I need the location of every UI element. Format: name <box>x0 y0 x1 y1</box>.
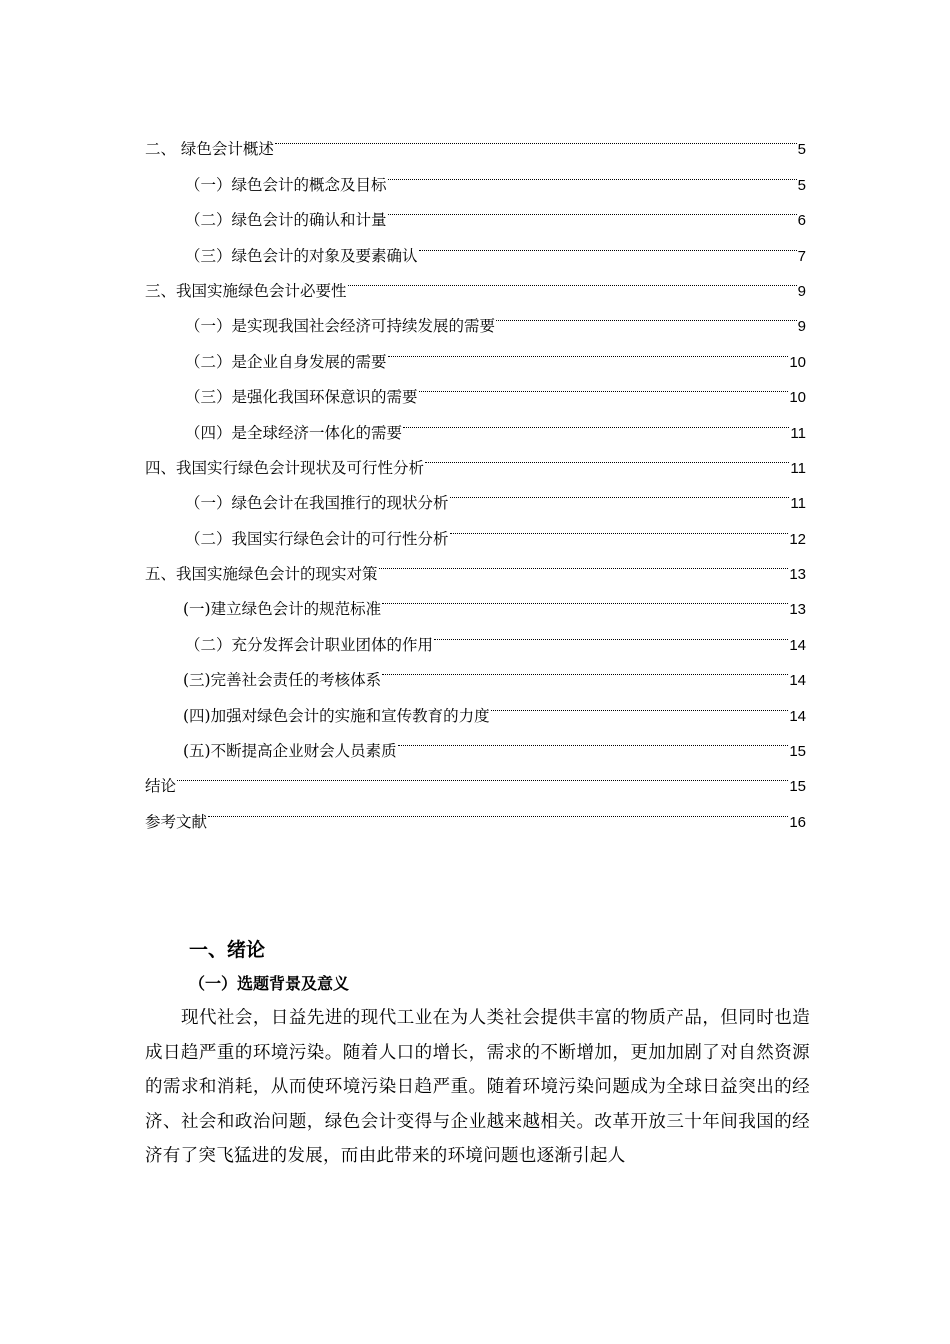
table-of-contents <box>145 119 806 831</box>
toc-entry-page: 10 <box>789 389 806 407</box>
toc-entry-title: (四)加强对绿色会计的实施和宣传教育的力度 <box>183 706 490 725</box>
toc-entry-title: (五)不断提高企业财会人员素质 <box>183 742 397 761</box>
toc-dot-leader <box>491 685 789 720</box>
toc-entry-page: 13 <box>789 566 806 584</box>
toc-entry-page: 14 <box>789 636 806 654</box>
toc-entry-title: （三）是强化我国环保意识的需要 <box>185 388 418 407</box>
toc-entry-page: 11 <box>790 495 806 513</box>
toc-entry[interactable] <box>145 119 806 159</box>
toc-entry-title: 结论 <box>145 777 177 796</box>
toc-dot-leader <box>208 791 788 826</box>
toc-entry-page: 10 <box>789 353 806 371</box>
toc-entry[interactable] <box>145 756 806 796</box>
toc-entry-page: 15 <box>789 778 806 796</box>
toc-dot-leader <box>388 154 797 189</box>
toc-entry-page: 5 <box>797 141 806 159</box>
toc-dot-leader <box>348 261 797 296</box>
toc-entry-page: 11 <box>790 424 806 442</box>
toc-dot-leader <box>450 473 790 508</box>
toc-entry-page: 16 <box>789 813 806 831</box>
toc-dot-leader <box>382 579 788 614</box>
toc-dot-leader <box>403 402 789 437</box>
toc-entry-title: （二）充分发挥会计职业团体的作用 <box>185 635 434 654</box>
toc-entry-title: （二）绿色会计的确认和计量 <box>185 211 387 230</box>
toc-entry-page: 12 <box>789 530 806 548</box>
toc-dot-leader <box>398 721 789 756</box>
section-subheading: （一）选题背景及意义 <box>189 974 350 993</box>
toc-dot-leader <box>388 331 789 366</box>
toc-entry-title: 四、我国实行绿色会计现状及可行性分析 <box>145 458 425 477</box>
toc-entry-title: （一）绿色会计在我国推行的现状分析 <box>185 494 449 513</box>
toc-entry-page: 7 <box>797 247 806 265</box>
toc-entry-title: （二）是企业自身发展的需要 <box>185 352 387 371</box>
toc-entry-title: (三)完善社会责任的考核体系 <box>183 671 382 690</box>
section-heading: 一、绪论 <box>189 939 266 961</box>
toc-entry-page: 6 <box>797 212 806 230</box>
toc-entry-title: (一)建立绿色会计的规范标准 <box>183 600 382 619</box>
toc-dot-leader <box>496 296 797 331</box>
section-introduction <box>145 933 810 1174</box>
toc-entry[interactable] <box>145 791 806 831</box>
toc-entry-page: 14 <box>789 707 806 725</box>
toc-entry-title: （一）绿色会计的概念及目标 <box>185 175 387 194</box>
toc-entry-page: 13 <box>789 601 806 619</box>
toc-entry-title: （三）绿色会计的对象及要素确认 <box>185 246 418 265</box>
toc-dot-leader <box>419 367 789 402</box>
toc-entry-page: 9 <box>797 318 806 336</box>
body-paragraph: 现代社会，日益先进的现代工业在为人类社会提供丰富的物质产品，但同时也造成日趋严重的环境污染。随着人口的增长，需求的不断增加，更加加剧了对自然资源的需求和消耗，从而使环境污染日趋严重。随着环境污染问题成为全球日益突出的经济、社会和政治问题，绿色会计变得与企业越来越相关。改革开放三十年间我国的经济有了突飞猛进的发展，而由此带来的环境问题也逐渐引起人 <box>145 1008 810 1167</box>
toc-entry-page: 14 <box>789 672 806 690</box>
toc-dot-leader <box>275 119 797 154</box>
toc-entry-title: 参考文献 <box>145 812 208 831</box>
toc-entry-title: 二、 绿色会计概述 <box>145 140 274 159</box>
toc-dot-leader <box>450 508 789 543</box>
toc-entry-title: 三、我国实施绿色会计必要性 <box>145 281 347 300</box>
toc-entry-page: 5 <box>797 176 806 194</box>
toc-dot-leader <box>379 544 789 579</box>
toc-dot-leader <box>382 650 788 685</box>
toc-dot-leader <box>388 190 797 225</box>
toc-dot-leader <box>419 225 797 260</box>
toc-entry-page: 15 <box>789 743 806 761</box>
toc-dot-leader <box>425 438 789 473</box>
toc-dot-leader <box>177 756 788 791</box>
toc-entry-page: 11 <box>790 459 806 477</box>
toc-entry-title: 五、我国实施绿色会计的现实对策 <box>145 565 378 584</box>
toc-entry-title: （四）是全球经济一体化的需要 <box>185 423 403 442</box>
toc-entry-title: （一）是实现我国社会经济可持续发展的需要 <box>185 317 496 336</box>
toc-entry-title: （二）我国实行绿色会计的可行性分析 <box>185 529 449 548</box>
toc-entry-page: 9 <box>797 282 806 300</box>
toc-dot-leader <box>434 614 788 649</box>
